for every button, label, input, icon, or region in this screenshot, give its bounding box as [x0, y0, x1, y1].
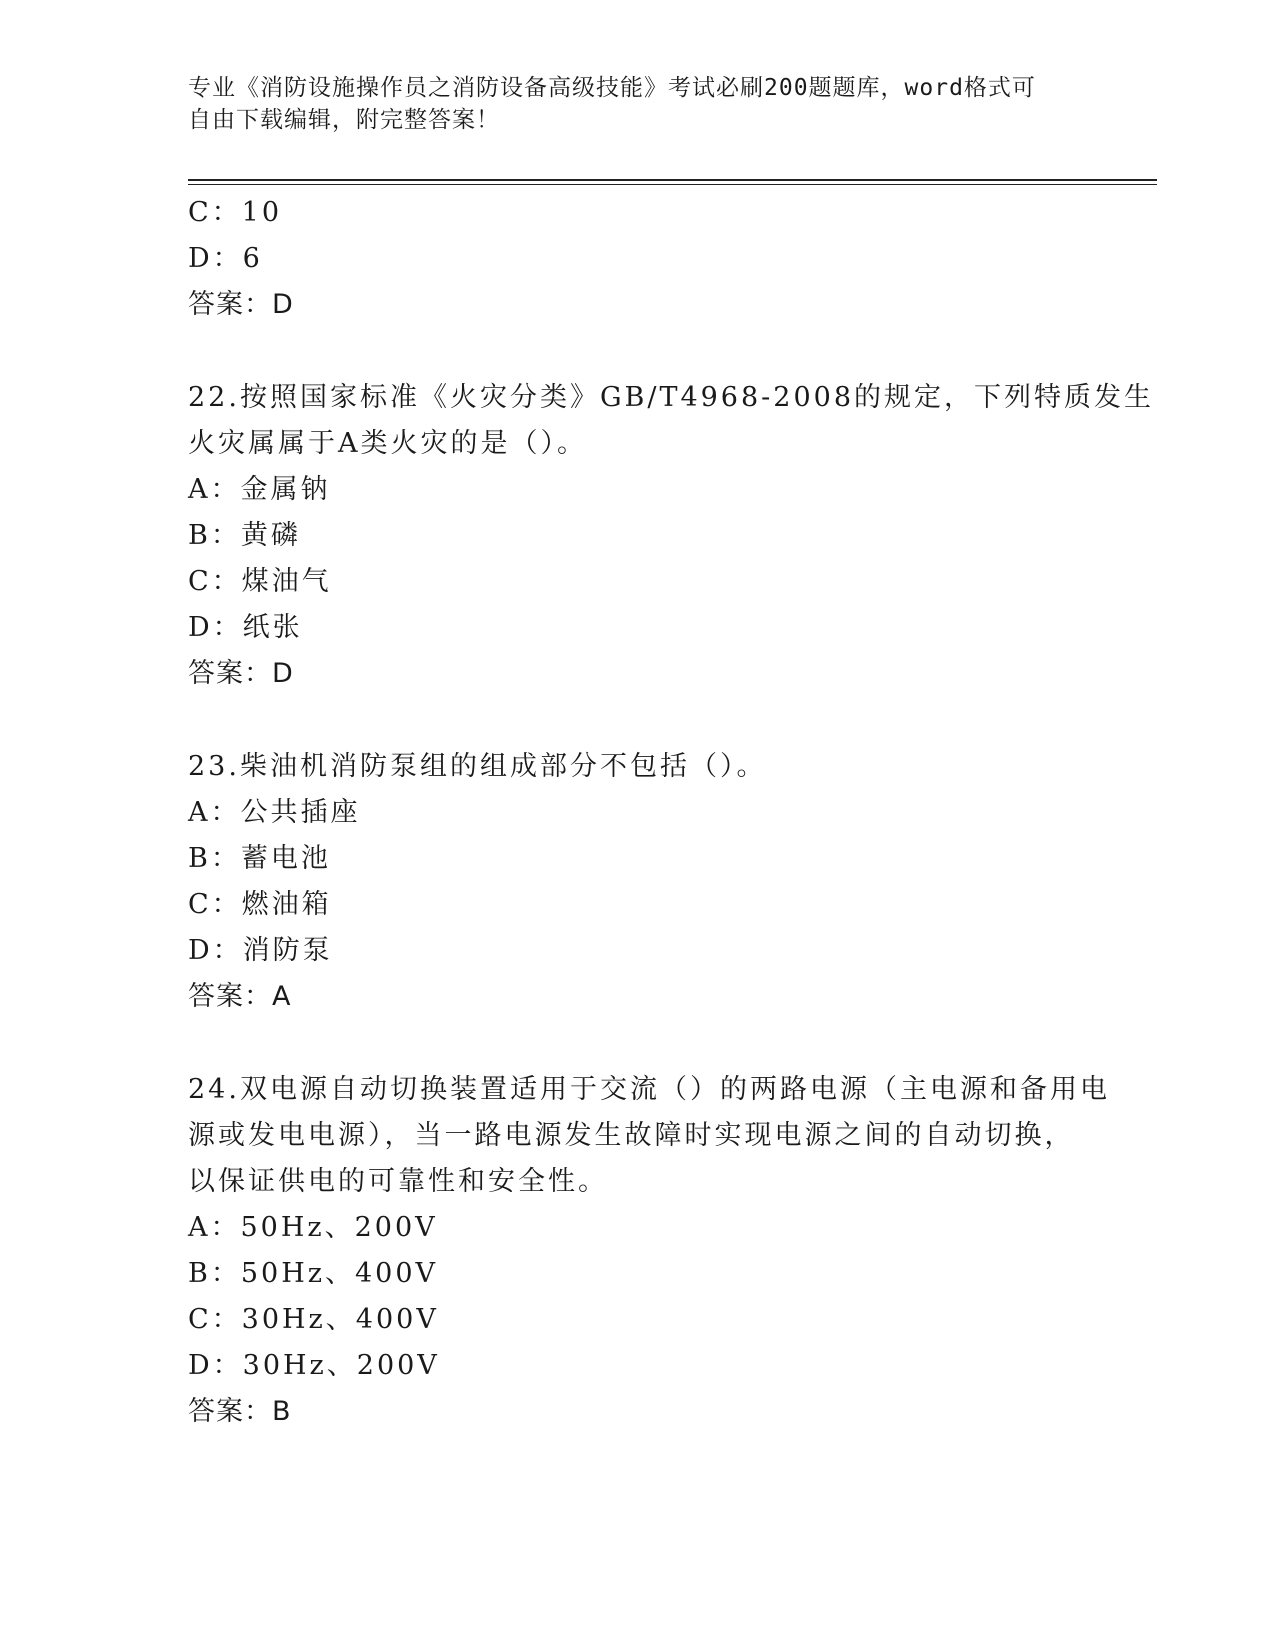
question-22	[188, 375, 1155, 697]
option-a: A：50Hz、200V	[188, 1212, 438, 1243]
option-c: C：30Hz、400V	[188, 1304, 439, 1335]
spacer	[188, 1020, 1088, 1067]
answer-line: 答案：D	[188, 658, 294, 689]
option-c: C：煤油气	[188, 566, 332, 597]
page-header	[188, 72, 1088, 136]
option-a: A：金属钠	[188, 474, 331, 505]
answer-line: 答案：D	[188, 289, 294, 320]
question-stem: 源或发电电源），当一路电源发生故障时实现电源之间的自动切换，	[188, 1120, 1075, 1151]
header-divider-thin	[188, 184, 1157, 185]
option-d: D：纸张	[188, 612, 303, 643]
question-24	[188, 1067, 1110, 1435]
option-b: B：蓄电池	[188, 843, 331, 874]
question-stem: 22.按照国家标准《火灾分类》GB/T4968-2008的规定，下列特质发生	[188, 382, 1155, 413]
option-b: B：黄磷	[188, 520, 301, 551]
question-21-continuation	[188, 190, 1088, 328]
option-d: D：30Hz、200V	[188, 1350, 440, 1381]
question-stem: 24.双电源自动切换装置适用于交流（）的两路电源（主电源和备用电	[188, 1074, 1110, 1105]
spacer	[188, 328, 1088, 375]
question-stem: 火灾属属于A类火灾的是（）。	[188, 428, 587, 459]
answer-line: 答案：A	[188, 981, 292, 1012]
document-body	[188, 190, 1155, 1435]
option-d: D：消防泵	[188, 935, 333, 966]
question-stem: 以保证供电的可靠性和安全性。	[188, 1166, 608, 1197]
option-c: C：燃油箱	[188, 889, 332, 920]
option-d: D：6	[188, 243, 263, 274]
option-c: C：10	[188, 197, 283, 228]
header-line-1: 专业《消防设施操作员之消防设备高级技能》考试必刷200题题库，word格式可	[188, 75, 1036, 101]
option-a: A：公共插座	[188, 797, 361, 828]
header-line-2: 自由下载编辑，附完整答案！	[188, 107, 500, 133]
question-stem: 23.柴油机消防泵组的组成部分不包括（）。	[188, 751, 767, 782]
answer-line: 答案：B	[188, 1396, 292, 1427]
option-b: B：50Hz、400V	[188, 1258, 439, 1289]
header-divider-thick	[188, 179, 1157, 181]
question-23	[188, 744, 1088, 1020]
spacer	[188, 697, 1088, 744]
